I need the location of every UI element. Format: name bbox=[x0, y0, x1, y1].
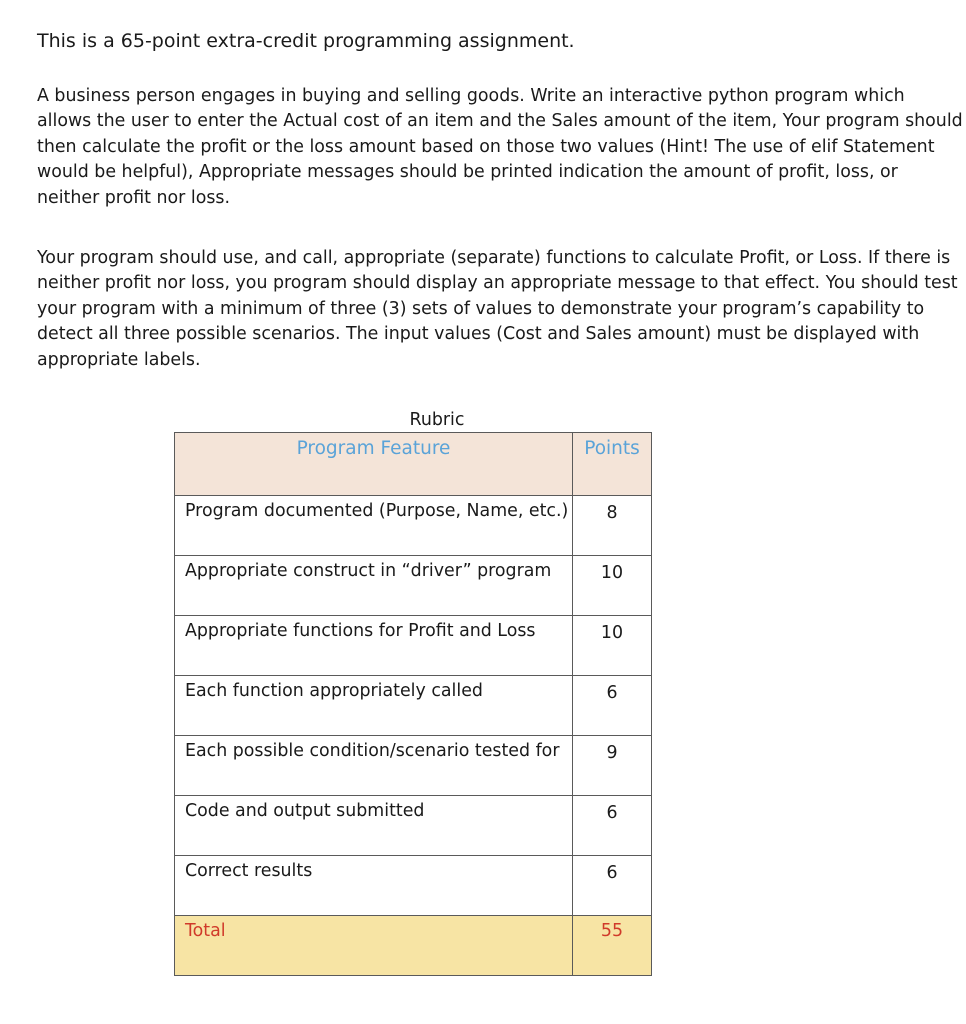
points-cell: 9 bbox=[573, 736, 652, 796]
total-label: Total bbox=[175, 916, 573, 976]
table-row bbox=[175, 496, 652, 556]
text-line: neither profit nor loss. bbox=[37, 187, 230, 208]
points-cell: 8 bbox=[573, 496, 652, 556]
text-line: appropriate labels. bbox=[37, 349, 201, 370]
feature-cell: Correct results bbox=[175, 856, 573, 916]
assignment-title: This is a 65-point extra-credit programming assignment. bbox=[37, 30, 575, 52]
assignment-requirements bbox=[37, 246, 958, 373]
text-line: would be helpful), Appropriate messages should be printed indication the amount of profit, loss, or bbox=[37, 162, 898, 183]
points-cell: 6 bbox=[573, 676, 652, 736]
total-row bbox=[175, 916, 652, 976]
feature-cell: Appropriate construct in “driver” program bbox=[175, 556, 573, 616]
text-line: allows the user to enter the Actual cost of an item and the Sales amount of the item, Your program should bbox=[37, 111, 963, 132]
table-row bbox=[175, 796, 652, 856]
table-row bbox=[175, 676, 652, 736]
table-row bbox=[175, 556, 652, 616]
text-line: your program with a minimum of three (3) sets of values to demonstrate your program’s capability to bbox=[37, 298, 925, 319]
assignment-description bbox=[37, 84, 963, 211]
feature-cell: Program documented (Purpose, Name, etc.) bbox=[175, 496, 573, 556]
header-points: Points bbox=[573, 433, 652, 496]
points-cell: 10 bbox=[573, 616, 652, 676]
text-line: detect all three possible scenarios. The input values (Cost and Sales amount) must be displayed with bbox=[37, 324, 920, 345]
text-line: neither profit nor loss, you program should display an appropriate message to that effect. You should test bbox=[37, 273, 958, 294]
points-cell: 6 bbox=[573, 856, 652, 916]
header-program-feature: Program Feature bbox=[175, 433, 573, 496]
points-cell: 6 bbox=[573, 796, 652, 856]
table-row bbox=[175, 616, 652, 676]
table-row bbox=[175, 736, 652, 796]
rubric-header-row bbox=[175, 433, 652, 496]
text-line: then calculate the profit or the loss amount based on those two values (Hint! The use of elif Statement bbox=[37, 136, 935, 157]
points-cell: 10 bbox=[573, 556, 652, 616]
feature-cell: Code and output submitted bbox=[175, 796, 573, 856]
rubric-table bbox=[174, 432, 652, 976]
rubric-caption: Rubric bbox=[409, 410, 465, 430]
table-row bbox=[175, 856, 652, 916]
total-points: 55 bbox=[573, 916, 652, 976]
feature-cell: Each possible condition/scenario tested for bbox=[175, 736, 573, 796]
text-line: A business person engages in buying and selling goods. Write an interactive python program which bbox=[37, 86, 905, 106]
feature-cell: Each function appropriately called bbox=[175, 676, 573, 736]
text-line: Your program should use, and call, appropriate (separate) functions to calculate Profit, or Loss. If there is bbox=[37, 248, 951, 268]
feature-cell: Appropriate functions for Profit and Loss bbox=[175, 616, 573, 676]
